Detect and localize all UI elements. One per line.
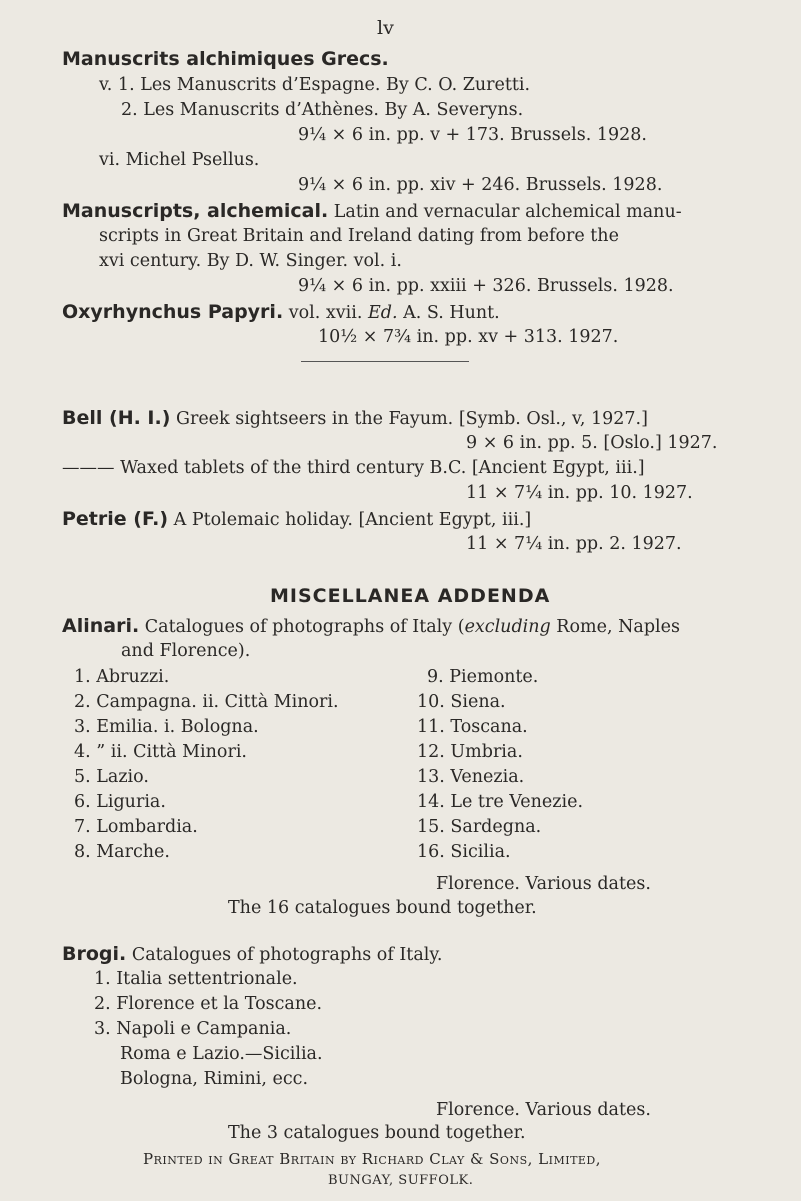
list-item: 13. Venezia. [417, 767, 525, 787]
alinari-text-a: Catalogues of photographs of Italy ( [144, 617, 465, 637]
list-item: 2. Campagna. ii. Città Minori. [74, 692, 339, 712]
list-item: 2. Florence et la Toscane. [94, 994, 323, 1014]
manuscrits-v-line: v. 1. Les Manuscrits d’Espagne. By C. O. Zuretti. [99, 75, 531, 95]
list-item: 4. ” ii. Città Minori. [74, 742, 247, 762]
printer-line-2: BUNGAY, SUFFOLK. [328, 1173, 474, 1188]
list-item: 1. Abruzzi. [74, 667, 170, 687]
manuscrits-vi-details: 9¼ × 6 in. pp. xiv + 246. Brussels. 1928. [298, 175, 663, 195]
miscellanea-heading: MISCELLANEA ADDENDA [270, 585, 551, 607]
list-item: 5. Lazio. [74, 767, 149, 787]
oxyrhynchus-vol: vol. xvii. [288, 303, 368, 323]
bell-title-2: Waxed tablets of the third century B.C. [Ancient Egypt, iii.] [120, 458, 645, 478]
list-item: 12. Umbria. [417, 742, 523, 762]
alinari-heading: Alinari. [62, 615, 140, 637]
manuscrits-v2-line: 2. Les Manuscrits d’Athènes. By A. Severyns. [121, 100, 524, 120]
alinari-place: Florence. Various dates. [436, 874, 651, 894]
bell-author: Bell (H. I.) [62, 407, 171, 429]
oxyrhynchus-editor-label: Ed. [367, 303, 398, 323]
brogi-sub-2: Bologna, Rimini, ecc. [120, 1069, 309, 1089]
brogi-sub-1: Roma e Lazio.—Sicilia. [120, 1044, 323, 1064]
alinari-bound: The 16 catalogues bound together. [228, 898, 537, 918]
brogi-heading: Brogi. [62, 943, 127, 965]
brogi-text: Catalogues of photographs of Italy. [131, 945, 443, 965]
bell-dash: ——— [62, 458, 115, 478]
manuscripts-heading: Manuscripts, alchemical. [62, 200, 329, 222]
list-item: 1. Italia settentrionale. [94, 969, 298, 989]
brogi-bound: The 3 catalogues bound together. [228, 1123, 526, 1143]
manuscrits-vi-line: vi. Michel Psellus. [99, 150, 260, 170]
bell-title: Greek sightseers in the Fayum. [Symb. Osl., v, 1927.] [175, 409, 648, 429]
petrie-entry [62, 509, 531, 530]
alinari-text-italic: excluding [464, 617, 551, 637]
brogi-place: Florence. Various dates. [436, 1100, 651, 1120]
printer-line-1: Printed in Great Britain by Richard Clay & Sons, Limited, [143, 1150, 602, 1168]
oxyrhynchus-entry [62, 302, 500, 323]
manuscripts-details: 9¼ × 6 in. pp. xxiii + 326. Brussels. 1928. [298, 276, 674, 296]
list-item: 6. Liguria. [74, 792, 166, 812]
list-item: 7. Lombardia. [74, 817, 198, 837]
brogi-entry [62, 944, 442, 965]
list-item: 15. Sardegna. [417, 817, 542, 837]
list-item: 8. Marche. [74, 842, 170, 862]
page-number: lv [377, 17, 394, 39]
alinari-text-2: and Florence). [121, 641, 251, 661]
list-item: 9. Piemonte. [427, 667, 539, 687]
list-item: 14. Le tre Venezie. [417, 792, 584, 812]
oxyrhynchus-heading: Oxyrhynchus Papyri. [62, 301, 284, 323]
petrie-details: 11 × 7¼ in. pp. 2. 1927. [466, 534, 682, 554]
list-item: 16. Sicilia. [417, 842, 511, 862]
list-item: 3. Emilia. i. Bologna. [74, 717, 259, 737]
oxyrhynchus-details: 10½ × 7¾ in. pp. xv + 313. 1927. [318, 327, 619, 347]
manuscripts-text-1: Latin and vernacular alchemical manu- [333, 202, 682, 222]
list-item: 10. Siena. [417, 692, 506, 712]
oxyrhynchus-editor: A. S. Hunt. [397, 303, 500, 323]
manuscrits-v2-details: 9¼ × 6 in. pp. v + 173. Brussels. 1928. [298, 125, 647, 145]
alinari-text-b: Rome, Naples [550, 617, 680, 637]
manuscripts-text-2: scripts in Great Britain and Ireland dating from before the [99, 226, 619, 246]
bell-details: 9 × 6 in. pp. 5. [Oslo.] 1927. [466, 433, 718, 453]
manuscripts-entry [62, 201, 682, 222]
list-item: 11. Toscana. [417, 717, 528, 737]
petrie-title: A Ptolemaic holiday. [Ancient Egypt, iii.] [173, 510, 532, 530]
bell-entry-2 [62, 458, 645, 478]
section-divider [301, 361, 469, 362]
list-item: 3. Napoli e Campania. [94, 1019, 292, 1039]
petrie-author: Petrie (F.) [62, 508, 169, 530]
alinari-entry [62, 616, 680, 637]
manuscripts-text-3: xvi century. By D. W. Singer. vol. i. [99, 251, 402, 271]
bell-entry [62, 408, 648, 429]
manuscrits-heading: Manuscrits alchimiques Grecs. [62, 48, 389, 70]
bell-details-2: 11 × 7¼ in. pp. 10. 1927. [466, 483, 693, 503]
